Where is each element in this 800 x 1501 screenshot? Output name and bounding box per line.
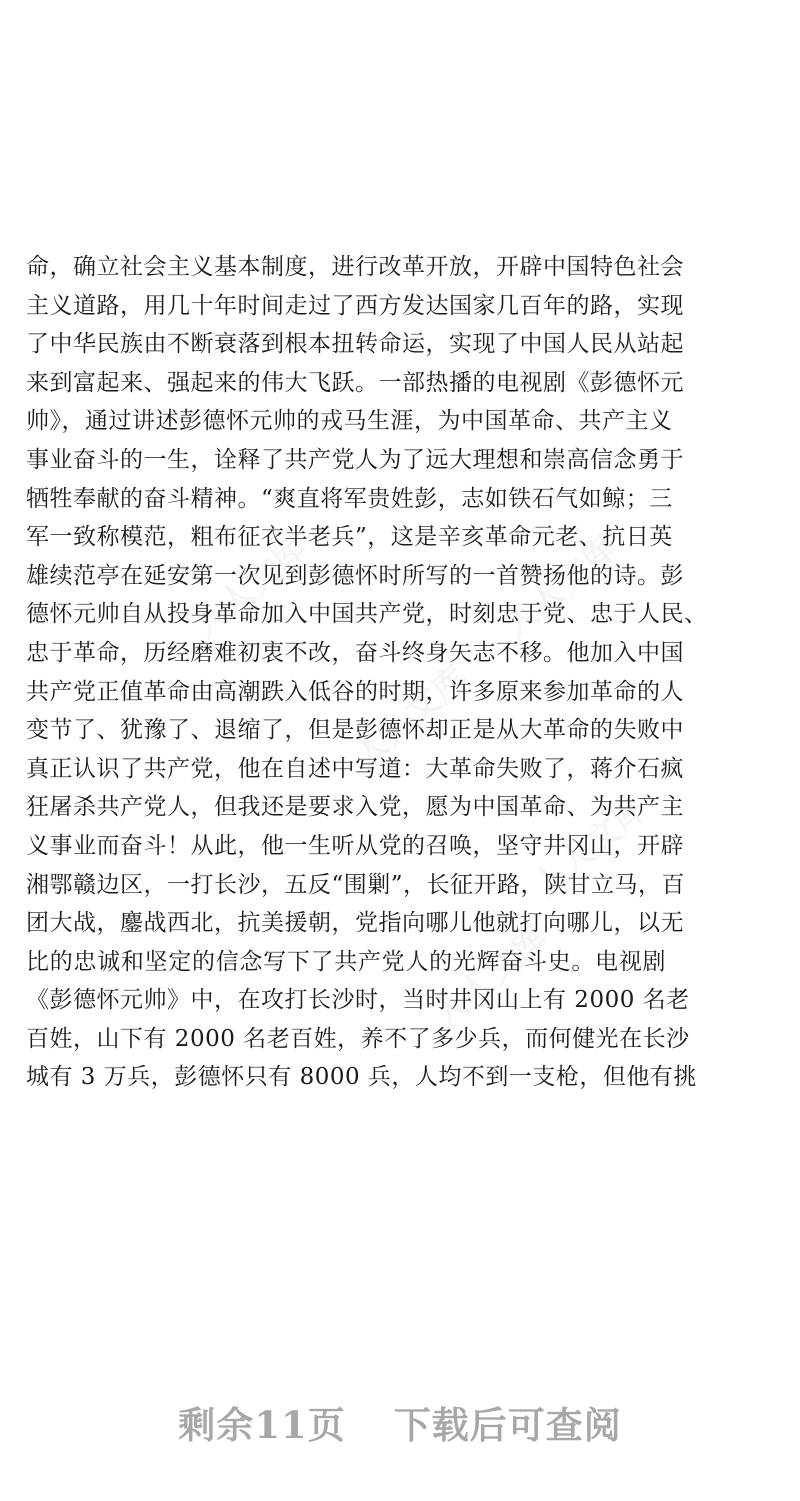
text-line: 牺牲奉献的奋斗精神。“爽直将军贵姓彭，志如铁石气如鲸；三 — [26, 485, 673, 512]
text-line: 雄续范亭在延安第一次见到彭德怀时所写的一首赞扬他的诗。彭 — [26, 562, 684, 589]
text-line: 《彭德怀元帅》中，在攻打长沙时，当时井冈山上有 2000 名老 — [26, 987, 690, 1014]
text-line: 百姓，山下有 2000 名老百姓，养不了多少兵，而何健光在长沙 — [26, 1025, 690, 1052]
remaining-pages-label: 剩余11页 — [178, 1403, 346, 1447]
text-line: 变节了、犹豫了、退缩了，但是彭德怀却正是从大革命的失败中 — [26, 717, 684, 744]
text-line: 狂屠杀共产党人，但我还是要求入党，愿为中国革命、为共产主 — [26, 794, 684, 821]
text-line: 帅》，通过讲述彭德怀元帅的戎马生涯，为中国革命、共产主义 — [26, 408, 673, 435]
text-line: 城有 3 万兵，彭德怀只有 8000 兵，人均不到一支枪，但他有挑 — [26, 1064, 697, 1091]
text-line: 团大战，鏖战西北，抗美援朝，党指向哪儿他就打向哪儿，以无 — [26, 910, 684, 937]
download-to-view-link[interactable]: 下载后可查阅 — [393, 1403, 622, 1447]
text-line: 军一致称模范，粗布征衣半老兵”，这是辛亥革命元老、抗日英 — [26, 524, 673, 551]
text-line: 命，确立社会主义基本制度，进行改革开放，开辟中国特色社会 — [26, 254, 684, 280]
text-line: 来到富起来、强起来的伟大飞跃。一部热播的电视剧《彭德怀元 — [26, 369, 684, 396]
text-line: 德怀元帅自从投身革命加入中国共产党，时刻忠于党、忠于人民、 — [26, 601, 708, 628]
document-body — [26, 248, 708, 1097]
text-line: 义事业而奋斗！从此，他一生听从党的召唤，坚守井冈山，开辟 — [26, 832, 684, 859]
text-line: 共产党正值革命由高潮跌入低谷的时期，许多原来参加革命的人 — [26, 678, 684, 705]
preview-footer — [0, 1395, 800, 1449]
text-line: 事业奋斗的一生，诠释了共产党人为了远大理想和崇高信念勇于 — [26, 446, 684, 473]
text-line: 主义道路，用几十年时间走过了西方发达国家几百年的路，实现 — [26, 292, 684, 319]
text-line: 忠于革命，历经磨难初衷不改，奋斗终身矢志不移。他加入中国 — [26, 639, 684, 666]
text-line: 湘鄂赣边区，一打长沙，五反“围剿”，长征开路，陕甘立马，百 — [26, 871, 686, 898]
text-line: 了中华民族由不断衰落到根本扭转命运，实现了中国人民从站起 — [26, 331, 684, 358]
text-line: 比的忠诚和坚定的信念写下了共产党人的光辉奋斗史。电视剧 — [26, 948, 666, 975]
text-line: 真正认识了共产党，他在自述中写道：大革命失败了，蒋介石疯 — [26, 755, 684, 782]
